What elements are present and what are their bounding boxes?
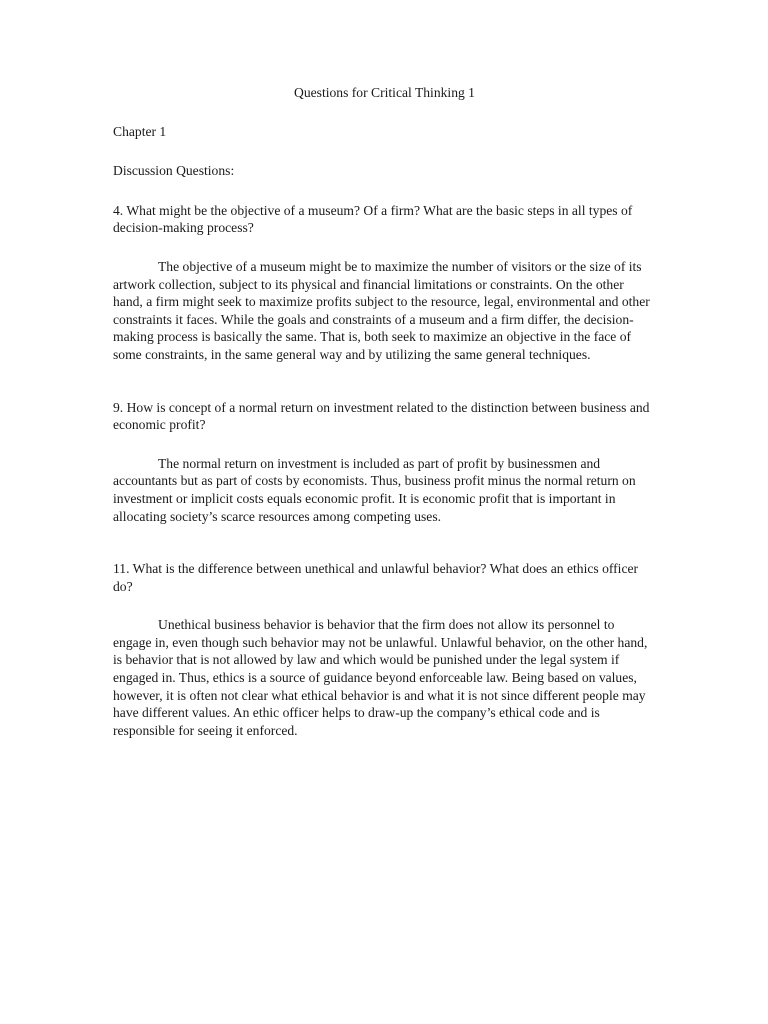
spacer xyxy=(113,525,656,560)
document-page xyxy=(113,84,656,739)
question-text: 9. How is concept of a normal return on investment related to the distinction between business and economic profit? xyxy=(113,399,650,433)
question-text: 11. What is the difference between unethical and unlawful behavior? What does an ethics officer do? xyxy=(113,561,639,594)
chapter-label: Chapter 1 xyxy=(113,123,167,139)
answer-paragraph: The objective of a museum might be to maximize the number of visitors or the size of its artwork collection, subject to its physical and financial limitations or constraints. On the other hand, a firm might seek to maximize profits subject to the resource, legal, environmental and other constraints it faces. While the goals and constraints of a museum and a firm differ, the decision-making process is basically the same. That is, both seek to maximize an objective in the face of some constraints, in the same general way and by utilizing the same general techniques. xyxy=(113,258,650,362)
spacer xyxy=(113,364,656,399)
answer-paragraph: Unethical business behavior is behavior that the firm does not allow its personnel to engage in, even though such behavior may not be unlawful. Unlawful behavior, on the other hand, is behavior that is not allowed by law and which would be punished under the legal system if engaged in. Thus, ethics is a source of guidance beyond enforceable law. Being based on values, however, it is often not clear what ethical behavior is and what it is not since different people may have different values. An ethic officer helps to draw-up the company’s ethical code and is responsible for seeing it enforced. xyxy=(113,617,648,738)
question-item xyxy=(113,399,656,526)
document-title: Questions for Critical Thinking 1 xyxy=(294,85,475,100)
section-heading: Discussion Questions: xyxy=(113,163,235,179)
question-item xyxy=(113,202,656,364)
question-item xyxy=(113,560,656,739)
answer-paragraph: The normal return on investment is included as part of profit by businessmen and accountants but as part of costs by economists. Thus, business profit minus the normal return on investment or implicit costs equals economic profit. It is economic profit that is important in allocating society’s scarce resources among competing uses. xyxy=(113,455,636,524)
question-text: 4. What might be the objective of a museum? Of a firm? What are the basic steps in all types of decision-making process? xyxy=(113,202,633,236)
